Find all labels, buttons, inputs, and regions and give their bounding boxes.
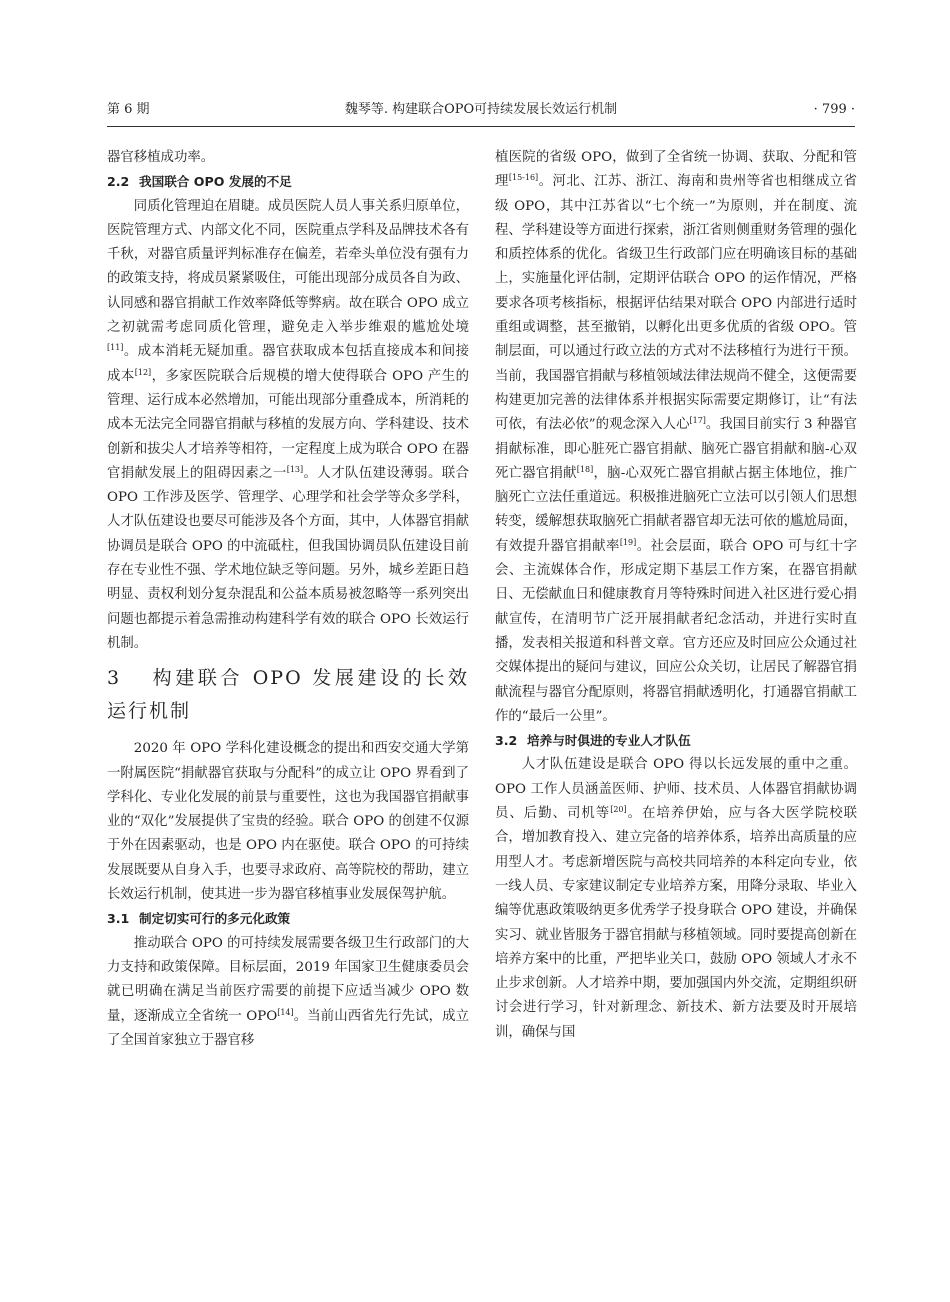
left-column <box>107 146 469 1053</box>
citation-ref: [19] <box>619 537 637 547</box>
subsection-heading-3-2 <box>495 729 857 753</box>
citation-ref: [18] <box>576 464 594 474</box>
citation-ref: [12] <box>134 367 152 377</box>
section-heading-3 <box>107 662 469 728</box>
citation-ref: [20] <box>610 805 627 815</box>
right-column <box>495 146 857 1045</box>
citation-ref: [11] <box>107 343 124 353</box>
paragraph-section-intro: 2020 年 OPO 学科化建设概念的提出和西安交通大学第一附属医院“捐献器官获取与分配科”的成立让 OPO 界看到了学科化、专业化发展的前景与重要性，这也为我国器官捐献事业的“双化”发展提供了宝贵的经验。联合 OPO 的创建不仅源于外在因素驱动，也是 OPO 内在驱使。联合 OPO 的可持续发展既要从自身入手，也要寻求政府、高等院校的帮助，建立长效运行机制，使其进一步为器官移植事业发展保驾护航。 <box>107 741 469 903</box>
issue-number: 第 6 期 <box>107 102 150 117</box>
subsection-number: 3.2 <box>495 733 518 749</box>
subsection-title: 制定切实可行的多元化政策 <box>139 911 291 927</box>
subsection-heading-2-2 <box>107 170 469 194</box>
paragraph-policy-continued: 植医院的省级 OPO，做到了全省统一协调、获取、分配和管理[15-16]。河北、江苏、浙江、海南和贵州等省也相继成立省级 OPO，其中江苏省以“七个统一”为原则，并在制度、流程、学科建设等方面进行探索，浙江省则侧重财务管理的强化和质控体系的优化。省级卫生行政部门应在明确该目标的基础上，实施量化评估制，定期评估联合 OPO 的运作情况，严格要求各项考核指标，根据评估结果对联合 OPO 内部进行适时重组或调整，甚至撤销，以孵化出更多优质的省级 OPO。管制层面，可以通过行政立法的方式对不法移植行为进行干预。当前，我国器官捐献与移植领域法律法规尚不健全，这便需要构建更加完善的法律体系并根据实际需要定期修订，让“有法可依，有法必依”的观念深入人心[17]。我国目前实行 3 种器官捐献标准，即心脏死亡器官捐献、脑死亡器官捐献和脑-心双死亡器官捐献[18]，脑-心双死亡器官捐献占据主体地位，推广脑死亡立法任重道远。积极推进脑死亡立法可以引领人们思想转变，缓解想获取脑死亡捐献者器官却无法可依的尴尬局面，有效提升器官捐献率[19]。社会层面，联合 OPO 可与红十字会、主流媒体合作，形成定期下基层工作方案，在器官捐献日、无偿献血日和健康教育月等特殊时间进入社区进行爱心捐献宣传，在清明节广泛开展捐献者纪念活动，并进行实时直播，发表相关报道和科普文章。官方还应及时回应公众通过社交媒体提出的疑问与建议，回应公众关切，让居民了解器官捐献流程与器官分配原则，将器官捐献透明化，打通器官捐献工作的“最后一公里”。 <box>495 150 858 724</box>
header-rule <box>107 126 855 127</box>
paragraph-policy: 推动联合 OPO 的可持续发展需要各级卫生行政部门的大力支持和政策保障。目标层面，2019 年国家卫生健康委员会就已明确在满足当前医疗需要的前提下应适当减少 OPO 数量，逐渐成立全省统一 OPO[14]。当前山西省先行先试，成立了全国首家独立于器官移 <box>107 935 469 1048</box>
section-title: 构建联合 OPO 发展建设的长效运行机制 <box>107 667 469 723</box>
paragraph-talent-team: 人才队伍建设是联合 OPO 得以长远发展的重中之重。OPO 工作人员涵盖医师、护师、技术员、人体器官捐献协调员、后勤、司机等[20]。在培养伊始，应与各大医学院校联合，增加教育投入、建立完备的培养体系，培养出高质量的应用型人才。考虑新增医院与高校共同培养的本科定向专业，依一线人员、专家建议制定专业培养方案，用降分录取、毕业入编等优惠政策吸纳更多优秀学子投身联合 OPO 建设，并确保实习、就业皆服务于器官捐献与移植领域。同时要提高创新在培养方案中的比重，严把毕业关口，鼓励 OPO 领域人才永不止步求创新。人才培养中期，要加强国内外交流，定期组织研讨会进行学习，针对新理念、新技术、新方法要及时开展培训，确保与国 <box>495 757 858 1040</box>
citation-ref: [15-16] <box>508 173 539 183</box>
citation-ref: [14] <box>277 1007 294 1017</box>
subsection-number: 2.2 <box>107 174 130 190</box>
paragraph-continuation: 器官移植成功率。 <box>107 150 215 165</box>
running-title: 魏琴等. 构建联合OPO可持续发展长效运行机制 <box>344 102 618 117</box>
section-number: 3 <box>107 667 122 690</box>
citation-ref: [13] <box>286 464 304 474</box>
running-header <box>107 99 855 121</box>
paragraph-shortcomings: 同质化管理迫在眉睫。成员医院人员人事关系归原单位，医院管理方式、内部文化不同，医院重点学科及品牌技术各有千秋，对器官质量评判标准存在偏差，若牵头单位没有强有力的政策支持，将成员紧紧吸住，可能出现部分成员各自为政、认同感和器官捐献工作效率降低等弊病。故在联合 OPO 成立之初就需考虑同质化管理，避免走入举步维艰的尴尬处境[11]。成本消耗无疑加重。器官获取成本包括直接成本和间接成本[12]，多家医院联合后规模的增大使得联合 OPO 产生的管理、运行成本必然增加，可能出现部分重叠成本，所消耗的成本无法完全同器官捐献与移植的发展方向、学科建设、技术创新和拔尖人才培养等相符，一定程度上成为联合 OPO 在器官捐献发展上的阻碍因素之一[13]。人才队伍建设薄弱。联合 OPO 工作涉及医学、管理学、心理学和社会学等众多学科，人才队伍建设也要尽可能涉及各个方面，其中，人体器官捐献协调员是联合 OPO 的中流砥柱，但我国协调员队伍建设目前存在专业性不强、学术地位缺乏等问题。另外，城乡差距日趋明显、责权利划分复杂混乱和公益本质易被忽略等一系列突出问题也都提示着急需推动构建科学有效的联合 OPO 长效运行机制。 <box>107 198 470 651</box>
subsection-title: 我国联合 OPO 发展的不足 <box>139 174 292 190</box>
page-number: · 799 · <box>813 102 855 117</box>
subsection-heading-3-1 <box>107 907 469 931</box>
citation-ref: [17] <box>689 416 706 426</box>
subsection-title: 培养与时俱进的专业人才队伍 <box>527 733 691 749</box>
subsection-number: 3.1 <box>107 911 130 927</box>
